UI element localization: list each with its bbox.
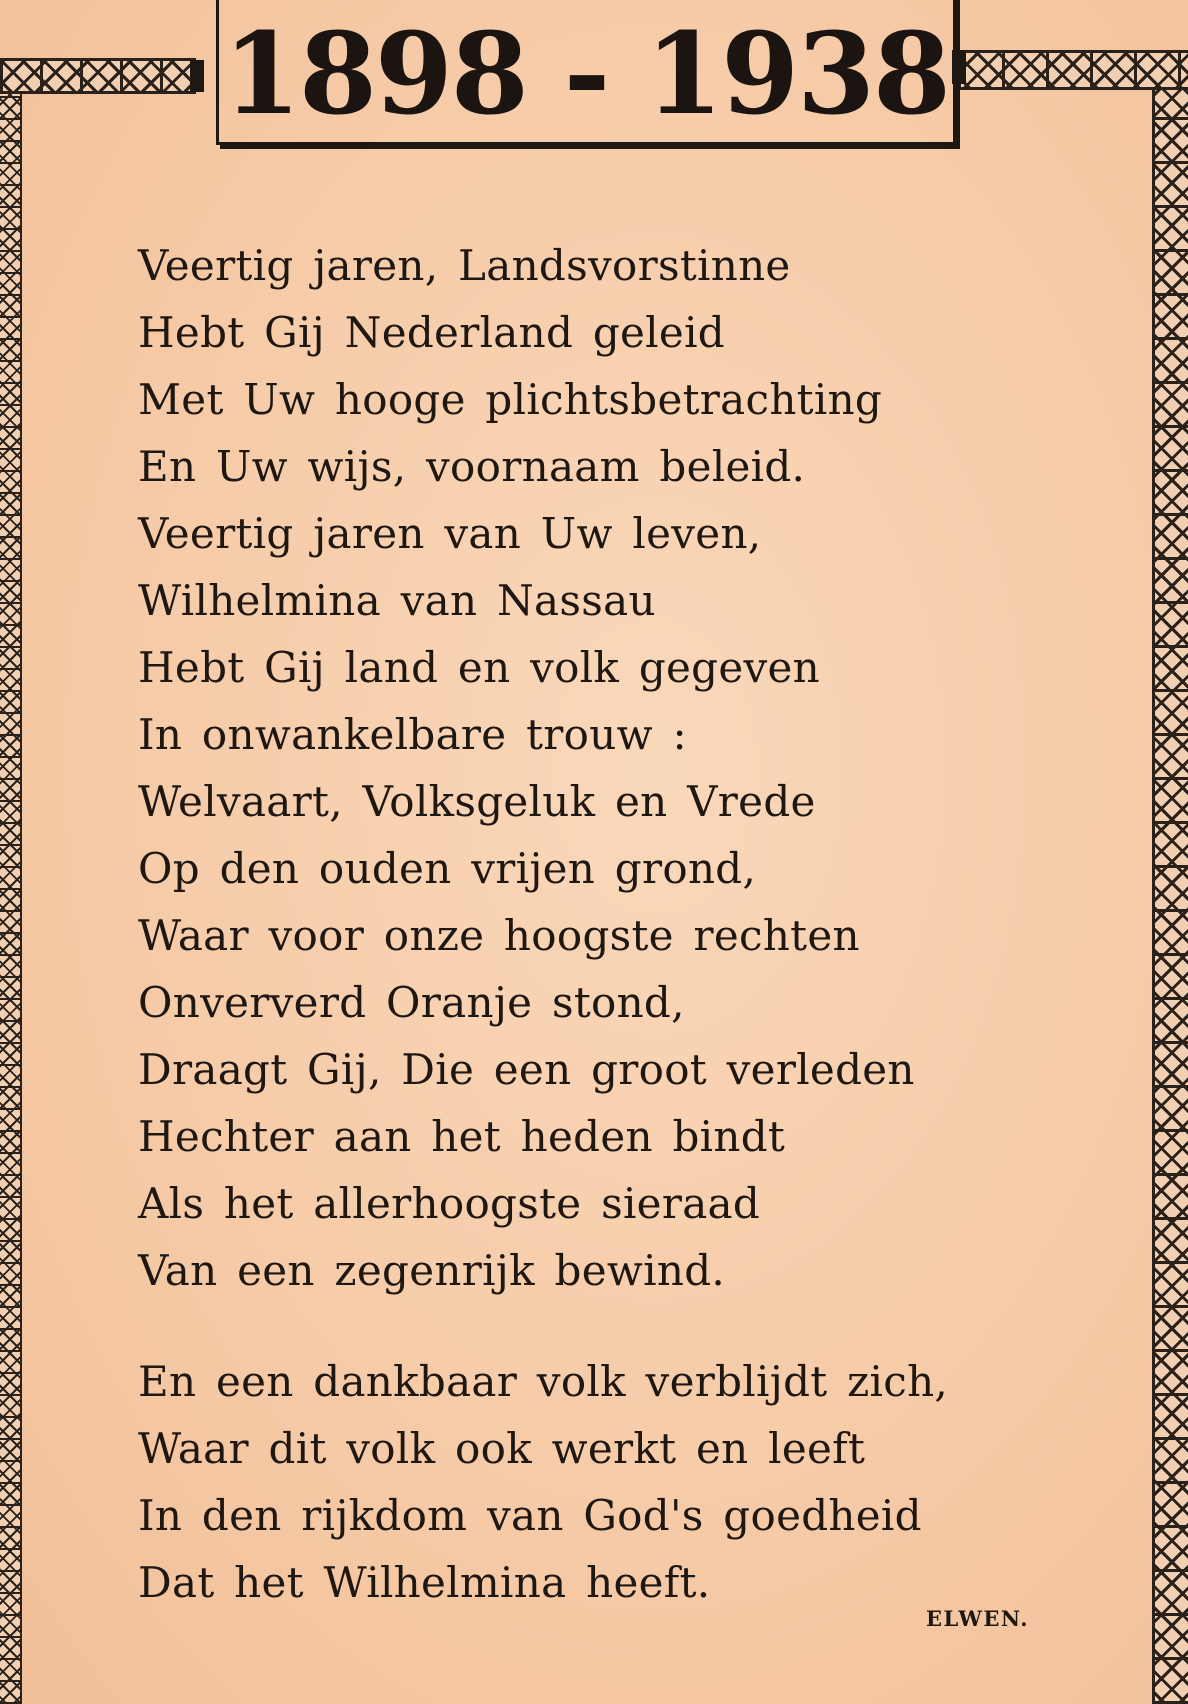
poem-line: Waar dit volk ook werkt en leeft <box>138 1424 866 1473</box>
poem-line: En Uw wijs, voornaam beleid. <box>138 442 806 491</box>
poem-line: Veertig jaren, Landsvorstinne <box>138 241 791 290</box>
poem-line: Op den ouden vrijen grond, <box>138 844 757 893</box>
poem-line: En een dankbaar volk verblijdt zich, <box>138 1357 949 1406</box>
poem-line: Welvaart, Volksgeluk en Vrede <box>138 777 816 826</box>
poem-line: Wilhelmina van Nassau <box>138 576 656 625</box>
page-title: 1898 - 1938 <box>223 9 949 140</box>
poem-line: In den rijkdom van God's goedheid <box>138 1491 922 1540</box>
poem-line: Dat het Wilhelmina heeft. <box>138 1558 711 1607</box>
poem-line: In onwankelbare trouw : <box>138 710 687 759</box>
poem-line: Onververd Oranje stond, <box>138 978 685 1027</box>
poem-line: Hebt Gij land en volk gegeven <box>138 643 821 692</box>
poem-line: Waar voor onze hoogste rechten <box>138 911 860 960</box>
stanza-1 <box>138 232 1038 1304</box>
poem <box>138 232 1038 1616</box>
poem-line: Hechter aan het heden bindt <box>138 1112 786 1161</box>
ornamental-border-right <box>1152 50 1188 1704</box>
poem-line: Veertig jaren van Uw leven, <box>138 509 762 558</box>
ornamental-border-top-right <box>958 50 1188 90</box>
border-cap-left <box>190 60 204 92</box>
poem-line: Van een zegenrijk bewind. <box>138 1246 726 1295</box>
poem-line: Hebt Gij Nederland geleid <box>138 308 725 357</box>
ornamental-border-top-left <box>0 58 196 94</box>
title-box <box>216 0 956 145</box>
stanza-2 <box>138 1348 1038 1616</box>
poem-line: Draagt Gij, Die een groot verleden <box>138 1045 915 1094</box>
ornamental-border-left <box>0 60 22 1704</box>
author-signature: ELWEN. <box>926 1606 1030 1631</box>
stanza-gap <box>138 1304 1038 1348</box>
poem-line: Als het allerhoogste sieraad <box>138 1179 761 1228</box>
poem-line: Met Uw hooge plichtsbetrachting <box>138 375 883 424</box>
